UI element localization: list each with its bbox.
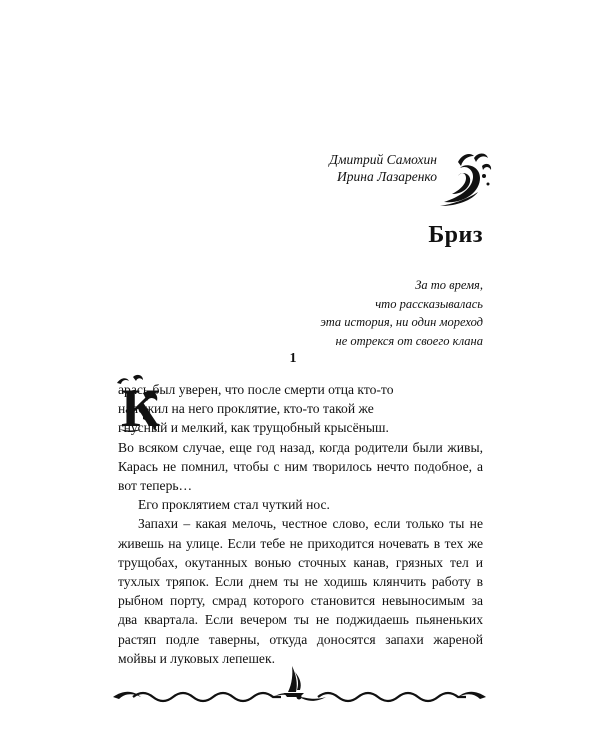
chapter-number: 1 bbox=[289, 351, 297, 366]
paragraph: Его проклятием стал чуткий нос. bbox=[138, 497, 330, 513]
book-title: Бриз bbox=[428, 222, 483, 248]
author-name: Ирина Лазаренко bbox=[337, 169, 437, 184]
wave-ornament-icon bbox=[438, 148, 494, 208]
chapter-text bbox=[118, 380, 483, 668]
text-line: арась был уверен, что после смерти отца кто-то bbox=[118, 382, 394, 397]
epigraph-line: что рассказывалась bbox=[375, 296, 483, 311]
wave-border bbox=[113, 688, 486, 706]
drop-cap-letter: К bbox=[121, 378, 161, 435]
epigraph bbox=[320, 276, 483, 350]
epigraph-line: не отрекся от своего клана bbox=[335, 333, 483, 348]
author-names bbox=[329, 151, 437, 185]
epigraph-line: эта история, ни один мореход bbox=[320, 315, 483, 329]
author-name: Дмитрий Самохин bbox=[329, 152, 437, 167]
epigraph-line: За то время, bbox=[415, 278, 483, 292]
text-line: наложил на него проклятие, кто-то такой же bbox=[118, 401, 374, 417]
paragraph: Во всяком случае, еще год назад, когда родители были живы, Карась не помнил, чтобы с ним творилось нечто подобное, а вот теперь… bbox=[118, 439, 483, 494]
paragraph: Запахи – какая мелочь, честное слово, если только ты не живешь на улице. Если тебе не приходится ночевать в тех же трущобах, окутанных вонью сточных канав, грязных тел и тухлых тряпок. Если днем ты не ходишь клянчить работу в рыбном порту, смрад которого становится невыносимым за два квартала. Если вечером ты не поджидаешь пьяненьких растяп подле таверны, откуда доносятся запахи жареной мойвы и луковых лепешек. bbox=[118, 516, 483, 666]
text-line: гнусный и мелкий, как трущобный крысёныш. bbox=[118, 420, 389, 436]
